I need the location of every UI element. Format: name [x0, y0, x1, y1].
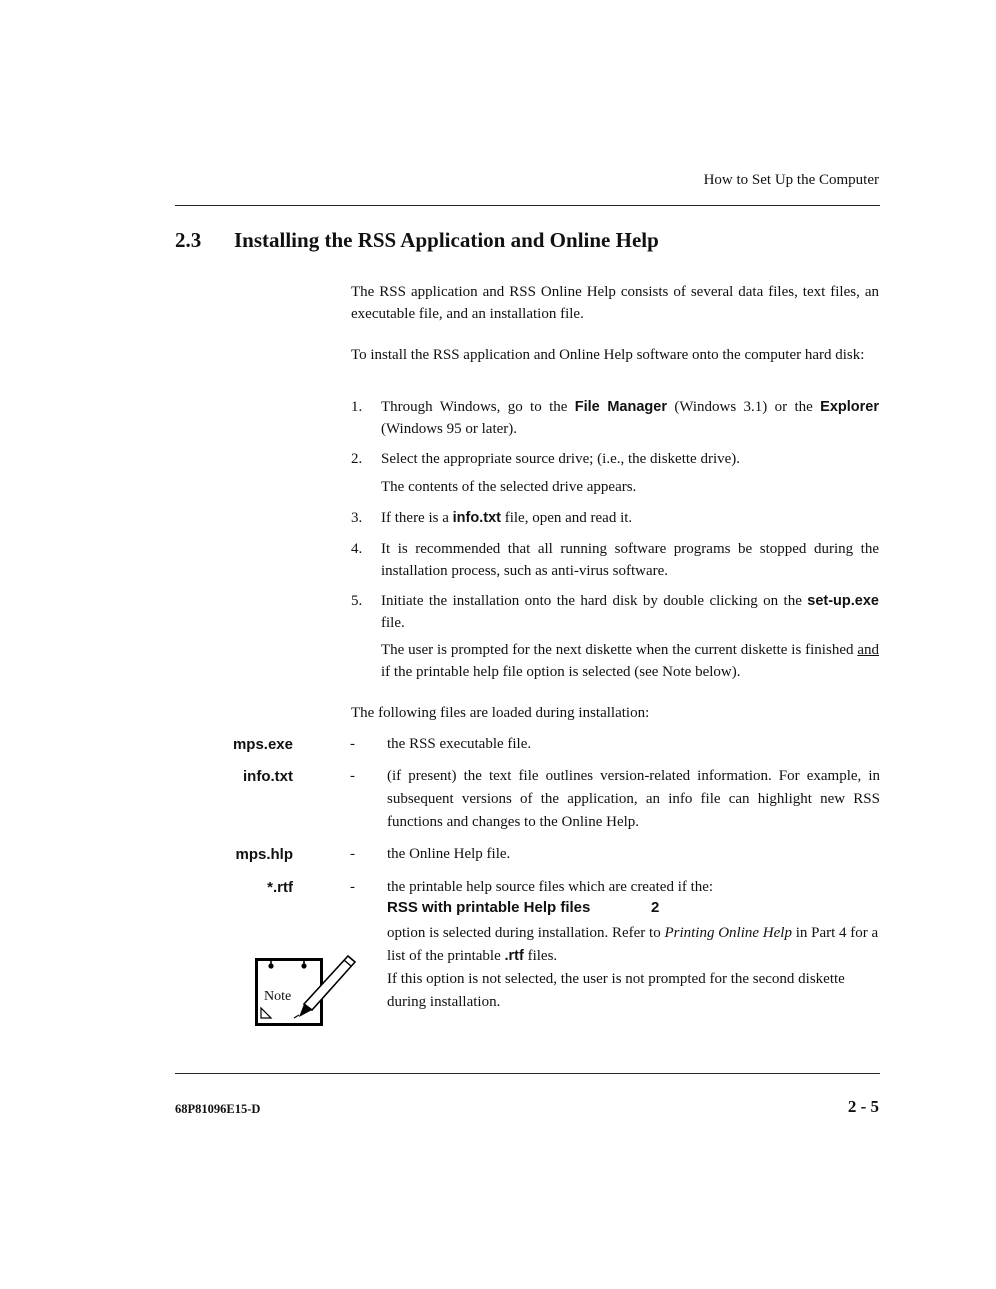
step-number: 4.	[351, 541, 363, 557]
intro-paragraph-1: The RSS application and RSS Online Help consists of several data files, text files, an executable file, and an installation file.	[351, 284, 879, 322]
note-text: If this option is not selected, the user is not prompted for the second diskette during installation.	[387, 971, 845, 1010]
file-manager-term: File Manager	[574, 399, 667, 415]
step-5-result: The user is prompted for the next diskette when the current diskette is finished and if the printable help file option is selected (see Note below).	[381, 642, 879, 680]
install-option-label: RSS with printable Help files	[387, 899, 591, 916]
file-description: the printable help source files which are created if the:	[387, 879, 714, 895]
step-number: 2.	[351, 451, 363, 467]
step-3-text: If there is a info.txt file, open and read it.	[381, 510, 633, 526]
step-number: 1.	[351, 399, 363, 415]
running-header: How to Set Up the Computer	[703, 172, 879, 188]
file-name: *.rtf	[267, 879, 293, 896]
step-number: 5.	[351, 593, 363, 609]
info-txt-term: info.txt	[452, 510, 501, 526]
dash: -	[350, 879, 355, 895]
page-number: 2 - 5	[847, 1097, 879, 1116]
step-2-text: Select the appropriate source drive; (i.e., the diskette drive).	[381, 451, 741, 467]
document-id: 68P81096E15-D	[175, 1102, 261, 1116]
file-name: mps.hlp	[235, 846, 293, 863]
dash: -	[350, 736, 355, 752]
cross-reference: Printing Online Help	[664, 925, 792, 941]
step-number: 3.	[351, 510, 363, 526]
file-description: (if present) the text file outlines version-related information. For example, in subsequent versions of the application, an info file can highlight new RSS functions and changes to the Online Help.	[387, 768, 880, 830]
footer-rule	[175, 1073, 880, 1074]
rtf-option-description: option is selected during installation. Refer to Printing Online Help in Part 4 for a list of the printable .rtf files.	[387, 925, 879, 964]
step-2-result: The contents of the selected drive appears.	[381, 479, 637, 495]
setup-exe-term: set-up.exe	[807, 593, 879, 609]
step-4-text: It is recommended that all running software programs be stopped during the installation process, such as anti-virus software.	[381, 541, 879, 579]
file-name: mps.exe	[232, 736, 293, 753]
file-name: info.txt	[243, 768, 293, 785]
dash: -	[350, 846, 355, 862]
install-option-number: 2	[651, 899, 660, 916]
section-number: 2.3	[175, 228, 202, 252]
dash: -	[350, 768, 355, 784]
header-rule	[175, 205, 880, 206]
section-title: Installing the RSS Application and Online Help	[234, 228, 659, 252]
explorer-term: Explorer	[820, 399, 879, 415]
file-description: the RSS executable file.	[387, 736, 532, 752]
note-label: Note	[264, 989, 292, 1004]
step-5-text: Initiate the installation onto the hard disk by double clicking on the set-up.exe file.	[381, 593, 879, 631]
file-description: the Online Help file.	[387, 846, 511, 862]
intro-paragraph-2: To install the RSS application and Online Help software onto the computer hard disk:	[351, 347, 865, 363]
files-intro: The following files are loaded during installation:	[351, 705, 650, 721]
step-1-text: Through Windows, go to the File Manager (Windows 3.1) or the Explorer (Windows 95 or later).	[381, 399, 879, 437]
